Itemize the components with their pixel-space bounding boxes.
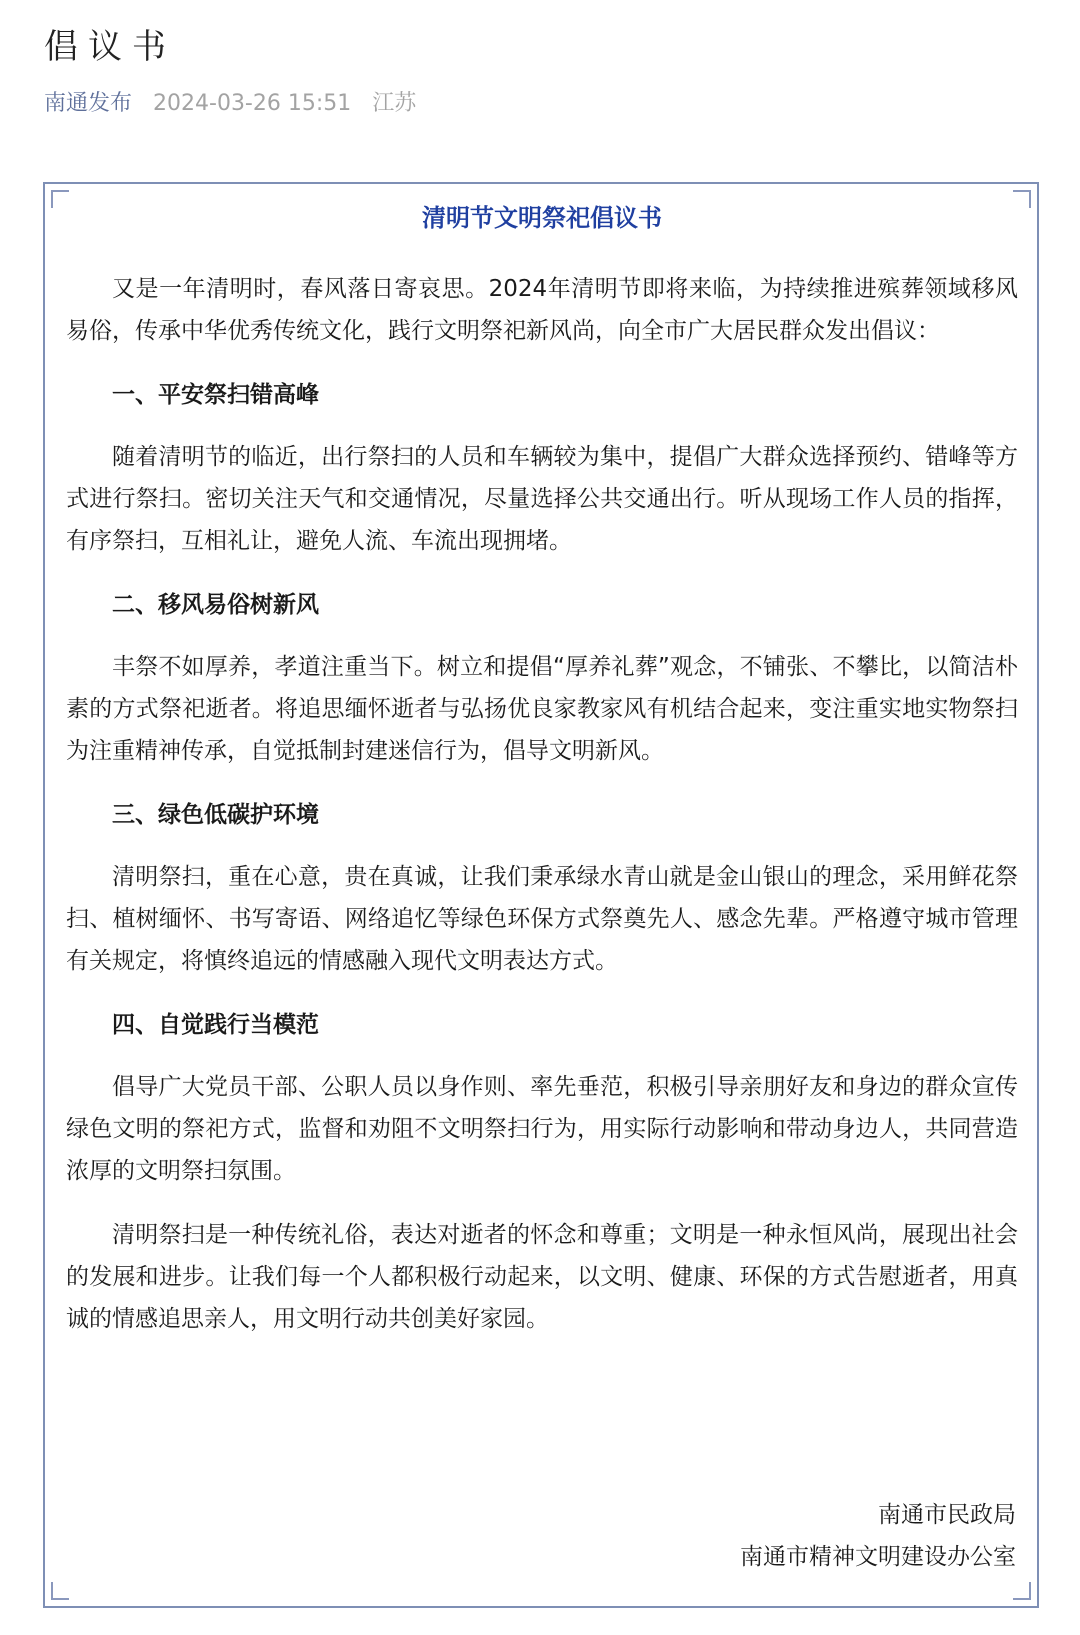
section-heading-3: 三、绿色低碳护环境 bbox=[112, 802, 319, 828]
section-body-1: 随着清明节的临近，出行祭扫的人员和车辆较为集中，提倡广大群众选择预约、错峰等方式进行祭扫。密切关注天气和交通情况，尽量选择公共交通出行。听从现场工作人员的指挥，有序祭扫，互相礼让，避免人流、车流出现拥堵。 bbox=[66, 444, 1018, 554]
intro-paragraph: 又是一年清明时，春风落日寄哀思。2024年清明节即将来临，为持续推进殡葬领域移风易俗，传承中华优秀传统文化，践行文明祭祀新风尚，向全市广大居民群众发出倡议： bbox=[66, 276, 1018, 344]
signatory-civilization-office: 南通市精神文明建设办公室 bbox=[740, 1544, 1016, 1570]
article-meta bbox=[44, 86, 416, 122]
signatory-civil-affairs: 南通市民政局 bbox=[878, 1502, 1016, 1528]
section-body-3: 清明祭扫，重在心意，贵在真诚，让我们秉承绿水青山就是金山银山的理念，采用鲜花祭扫、植树缅怀、书写寄语、网络追忆等绿色环保方式祭奠先人、感念先辈。严格遵守城市管理有关规定，将慎终追远的情感融入现代文明表达方式。 bbox=[66, 864, 1018, 974]
corner-decoration-bottom-right bbox=[1013, 1582, 1031, 1600]
publish-time: 2024-03-26 15:51 bbox=[153, 91, 352, 116]
proposal-panel bbox=[43, 182, 1039, 1608]
closing-paragraph: 清明祭扫是一种传统礼俗，表达对逝者的怀念和尊重；文明是一种永恒风尚，展现出社会的发展和进步。让我们每一个人都积极行动起来，以文明、健康、环保的方式告慰逝者，用真诚的情感追思亲人，用文明行动共创美好家园。 bbox=[66, 1222, 1018, 1332]
account-name-link[interactable]: 南通发布 bbox=[44, 91, 133, 116]
section-heading-2: 二、移风易俗树新风 bbox=[112, 592, 319, 618]
document-title: 清明节文明祭祀倡议书 bbox=[422, 204, 662, 232]
section-body-4: 倡导广大党员干部、公职人员以身作则、率先垂范，积极引导亲朋好友和身边的群众宣传绿色文明的祭祀方式，监督和劝阻不文明祭扫行为，用实际行动影响和带动身边人，共同营造浓厚的文明祭扫氛围。 bbox=[66, 1074, 1018, 1184]
corner-decoration-bottom-left bbox=[51, 1582, 69, 1600]
signature-block bbox=[740, 1494, 1016, 1578]
proposal-content bbox=[66, 198, 1018, 1362]
section-body-2: 丰祭不如厚养，孝道注重当下。树立和提倡“厚养礼葬”观念，不铺张、不攀比，以简洁朴素的方式祭祀逝者。将追思缅怀逝者与弘扬优良家教家风有机结合起来，变注重实地实物祭扫为注重精神传承，自觉抵制封建迷信行为，倡导文明新风。 bbox=[66, 654, 1018, 764]
publish-location: 江苏 bbox=[372, 91, 417, 116]
section-heading-4: 四、自觉践行当模范 bbox=[112, 1012, 319, 1038]
section-heading-1: 一、平安祭扫错高峰 bbox=[112, 382, 319, 408]
article-title: 倡议书 bbox=[44, 27, 176, 67]
